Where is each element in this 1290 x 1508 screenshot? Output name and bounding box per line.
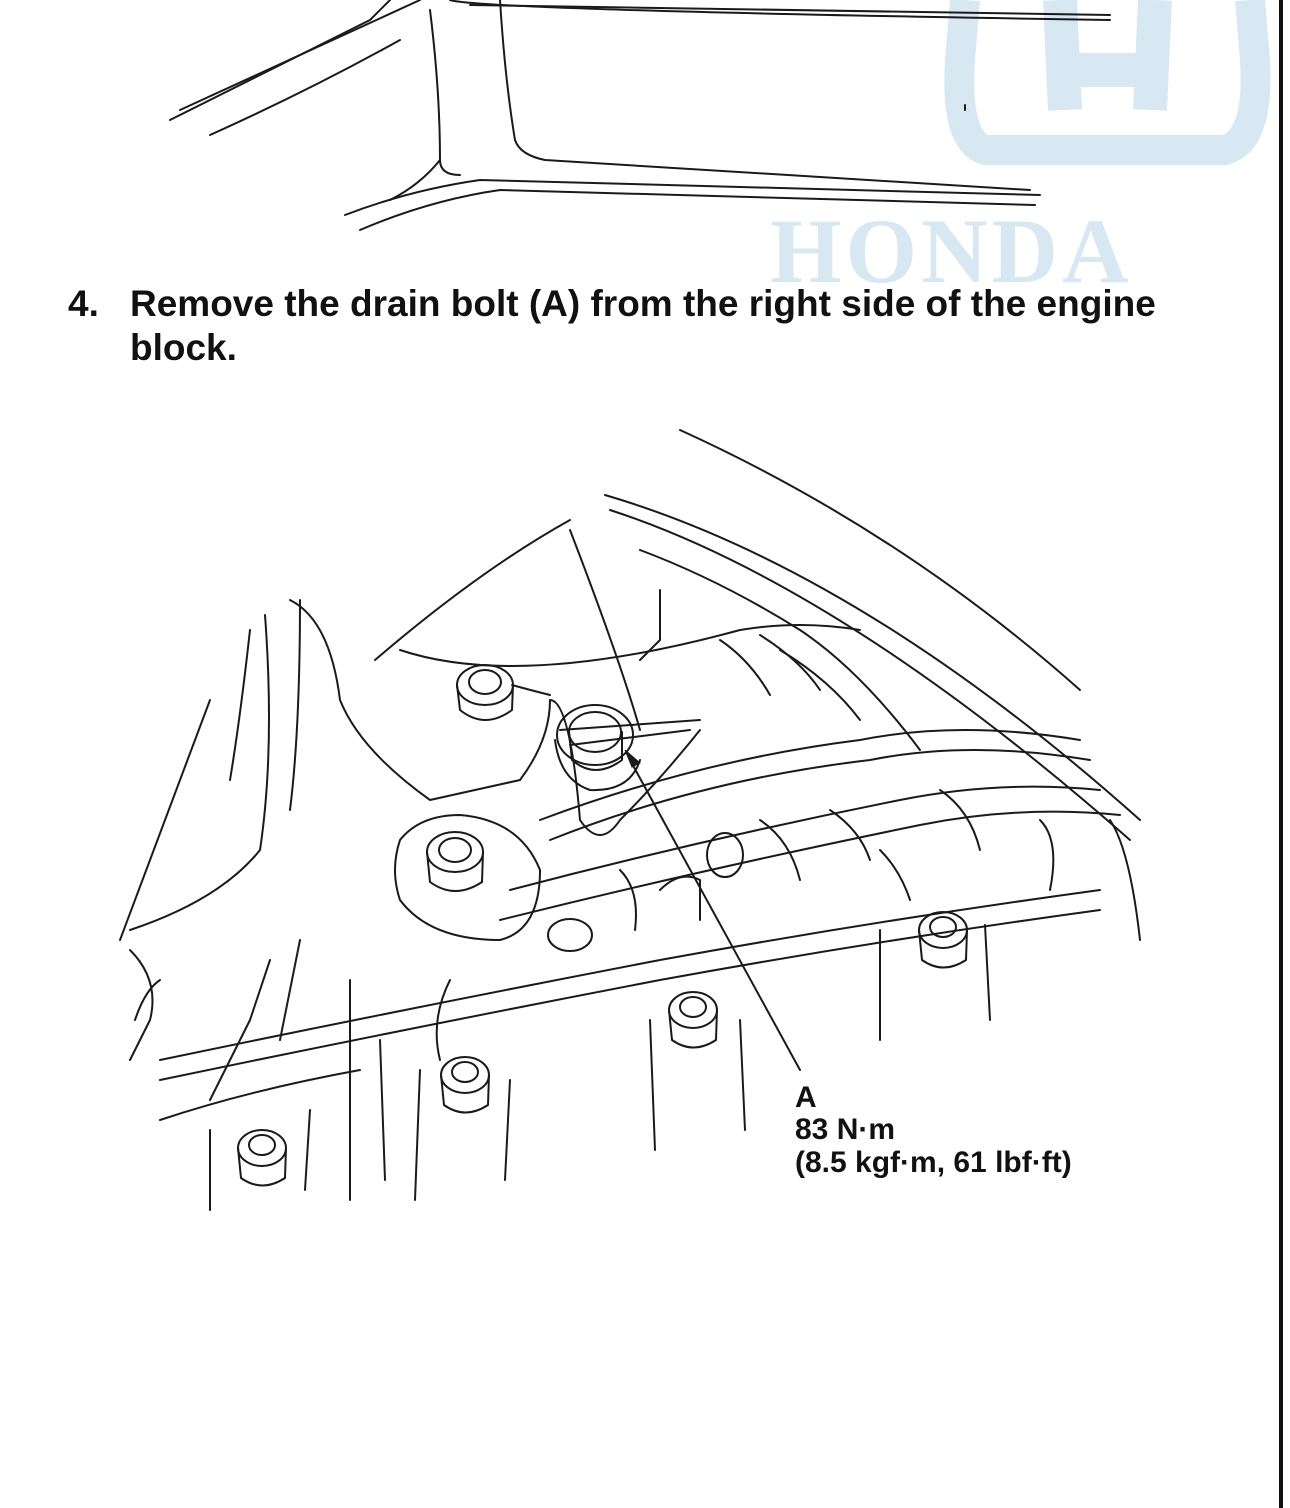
- torque-spec: 83 N·m: [795, 1113, 896, 1147]
- step-number: 4.: [68, 283, 99, 324]
- page-edge-rule: [1279, 0, 1283, 1508]
- drain-bolt-callout: [795, 1082, 1072, 1179]
- torque-spec-alt: (8.5 kgf·m, 61 lbf·ft): [795, 1145, 1072, 1179]
- callout-label: A: [795, 1081, 817, 1114]
- step-instruction: Remove the drain bolt (A) from the right side of the engine block.: [130, 283, 1156, 369]
- watermark-text: HONDA: [770, 200, 1133, 302]
- oil-pan-illustration: [150, 0, 1130, 250]
